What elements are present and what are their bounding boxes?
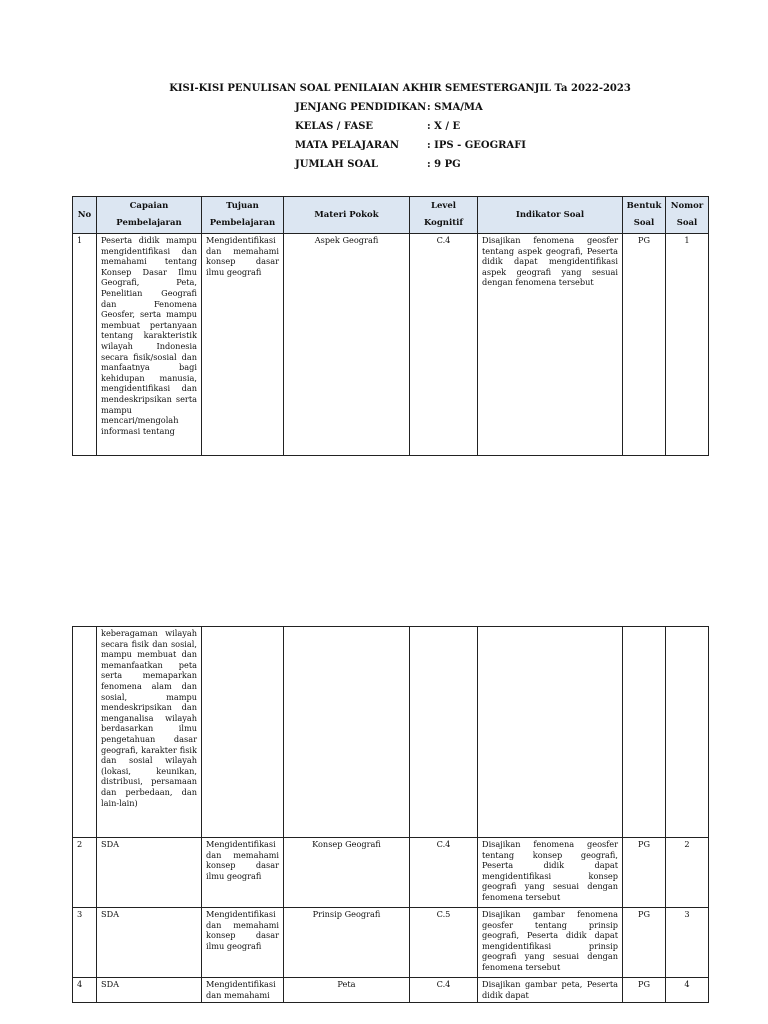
table-row bbox=[73, 908, 709, 978]
cell-indikator: Disajikan gambar fenomena geosfer tentang prinsip geografi, Peserta didik dapat mengidentifikasi prinsip geografi yang sesuai dengan fenomena tersebut bbox=[478, 908, 623, 978]
cell-no: 1 bbox=[73, 234, 97, 456]
header-level-1: Level bbox=[431, 201, 456, 211]
cell-capaian: SDA bbox=[97, 908, 202, 978]
table-row bbox=[73, 234, 709, 456]
cell-nomor: 3 bbox=[666, 908, 709, 978]
cell-materi bbox=[284, 627, 410, 838]
cell-bentuk: PG bbox=[623, 978, 666, 1003]
cell-no: 4 bbox=[73, 978, 97, 1003]
header-tujuan bbox=[202, 197, 284, 234]
cell-tujuan: Mengidentifikasi dan memahami bbox=[202, 978, 284, 1003]
header-capaian-1: Capaian bbox=[129, 201, 169, 211]
cell-indikator: Disajikan fenomena geosfer tentang aspek geografi, Peserta didik dapat mengidentifikasi aspek geografi yang sesuai dengan fenomena tersebut bbox=[478, 234, 623, 456]
cell-bentuk bbox=[623, 627, 666, 838]
cell-materi: Aspek Geografi bbox=[284, 234, 410, 456]
info-value: : SMA/MA bbox=[427, 102, 483, 113]
page-title: KISI-KISI PENULISAN SOAL PENILAIAN AKHIR SEMESTERGANJIL Ta 2022-2023 bbox=[169, 83, 631, 94]
info-value: : X / E bbox=[427, 121, 461, 132]
cell-nomor bbox=[666, 627, 709, 838]
header-tujuan-2: Pembelajaran bbox=[209, 218, 276, 228]
cell-tujuan bbox=[202, 627, 284, 838]
cell-capaian: keberagaman wilayah secara fisik dan sosial, mampu membuat dan memanfaatkan peta serta memaparkan fenomena alam dan sosial, mampu mendeskripsikan dan menganalisa wilayah berdasarkan ilmu pengetahuan dasar geografi, karakter fisik dan sosial wilayah (lokasi, keunikan, distribusi, persamaan dan perbedaan, dan lain-lain) bbox=[97, 627, 202, 838]
cell-materi: Konsep Geografi bbox=[284, 838, 410, 908]
table-row bbox=[73, 838, 709, 908]
info-label: JENJANG PENDIDIKAN bbox=[295, 102, 427, 113]
info-label: KELAS / FASE bbox=[295, 121, 374, 132]
header-bentuk-1: Bentuk bbox=[626, 201, 662, 211]
cell-materi: Peta bbox=[284, 978, 410, 1003]
cell-tujuan: Mengidentifikasi dan memahami konsep dasar ilmu geografi bbox=[202, 838, 284, 908]
cell-level: C.4 bbox=[410, 978, 478, 1003]
cell-level: C.4 bbox=[410, 838, 478, 908]
cell-bentuk: PG bbox=[623, 908, 666, 978]
header-level-2: Kognitif bbox=[423, 218, 464, 228]
cell-level: C.5 bbox=[410, 908, 478, 978]
header-capaian bbox=[97, 197, 202, 234]
header-nomor bbox=[666, 197, 709, 234]
cell-nomor: 4 bbox=[666, 978, 709, 1003]
header-nomor-1: Nomor bbox=[670, 201, 704, 211]
cell-level bbox=[410, 627, 478, 838]
cell-bentuk: PG bbox=[623, 838, 666, 908]
cell-level: C.4 bbox=[410, 234, 478, 456]
header-bentuk bbox=[623, 197, 666, 234]
cell-nomor: 1 bbox=[666, 234, 709, 456]
cell-materi: Prinsip Geografi bbox=[284, 908, 410, 978]
header-no: No bbox=[73, 197, 97, 234]
cell-no bbox=[73, 627, 97, 838]
cell-capaian: SDA bbox=[97, 838, 202, 908]
info-value: : IPS - GEOGRAFI bbox=[427, 140, 526, 151]
cell-no: 2 bbox=[73, 838, 97, 908]
cell-no: 3 bbox=[73, 908, 97, 978]
header-nomor-2: Soal bbox=[676, 218, 698, 228]
info-label: MATA PELAJARAN bbox=[295, 140, 400, 151]
table-row bbox=[73, 978, 709, 1003]
cell-nomor: 2 bbox=[666, 838, 709, 908]
table-row-continuation bbox=[73, 627, 709, 838]
info-label: JUMLAH SOAL bbox=[295, 159, 378, 170]
header-bentuk-2: Soal bbox=[633, 218, 655, 228]
cell-capaian: SDA bbox=[97, 978, 202, 1003]
header-capaian-2: Pembelajaran bbox=[116, 218, 182, 228]
header-tujuan-1: Tujuan bbox=[226, 201, 259, 211]
cell-indikator: Disajikan fenomena geosfer tentang konsep geografi, Peserta didik dapat mengidentifikasi konsep geografi yang sesuai dengan fenomena tersebut bbox=[478, 838, 623, 908]
cell-tujuan: Mengidentifikasi dan memahami konsep dasar ilmu geografi bbox=[202, 908, 284, 978]
cell-indikator: Disajikan gambar peta, Peserta didik dapat bbox=[478, 978, 623, 1003]
kisi-kisi-table-continued bbox=[72, 626, 709, 1003]
header-materi: Materi Pokok bbox=[284, 197, 410, 234]
kisi-kisi-table bbox=[72, 196, 709, 456]
header-level bbox=[410, 197, 478, 234]
table-header-row bbox=[73, 197, 709, 234]
cell-tujuan: Mengidentifikasi dan memahami konsep dasar ilmu geografi bbox=[202, 234, 284, 456]
cell-capaian: Peserta didik mampu mengidentifikasi dan memahami tentang Konsep Dasar Ilmu Geografi, Peta, Penelitian Geografi dan Fenomena Geosfer, serta mampu membuat pertanyaan tentang karakteristik wilayah Indonesia secara fisik/sosial dan manfaatnya bagi kehidupan manusia, mengidentifikasi dan mendeskripsikan serta mampu mencari/mengolah informasi tentang bbox=[97, 234, 202, 456]
header-indikator: Indikator Soal bbox=[478, 197, 623, 234]
info-value: : 9 PG bbox=[427, 159, 461, 170]
cell-indikator bbox=[478, 627, 623, 838]
cell-bentuk: PG bbox=[623, 234, 666, 456]
